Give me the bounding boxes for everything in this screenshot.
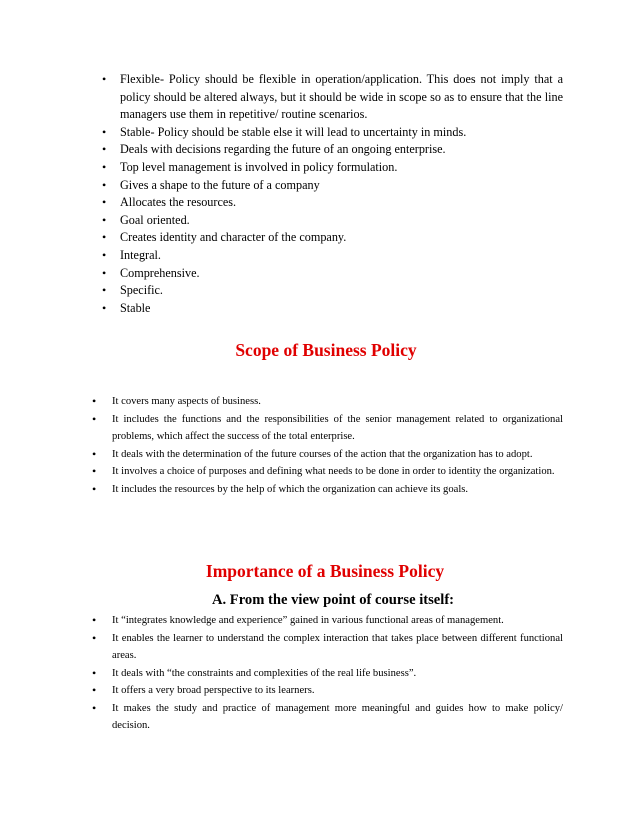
scope-heading: Scope of Business Policy — [235, 340, 417, 360]
bullet-icon: • — [102, 300, 107, 315]
bullet-icon: • — [102, 159, 107, 174]
bullet-icon: • — [102, 195, 107, 210]
list-item — [102, 265, 563, 283]
list-item-text: Allocates the resources. — [120, 195, 237, 210]
list-item-text: Stable- Policy should be stable else it will lead to uncertainty in minds. — [120, 124, 467, 139]
scope-list — [92, 393, 563, 498]
importance-list — [92, 612, 563, 735]
list-item — [102, 229, 563, 247]
bullet-icon: • — [92, 665, 97, 680]
bullet-icon: • — [92, 446, 97, 461]
list-item — [92, 446, 563, 464]
bullet-icon: • — [92, 411, 97, 426]
list-item-text: It deals with the determination of the future courses of the action that the organization has to adopt. — [112, 448, 533, 460]
list-item — [102, 141, 563, 159]
list-item-text: Comprehensive. — [120, 265, 200, 280]
list-item-text: Stable — [120, 300, 151, 315]
list-item-text: It includes the functions and the responsibilities of the senior management related to organizational problems, which affect the success of the total enterprise. — [112, 413, 563, 442]
policy-characteristics-list — [102, 71, 563, 317]
importance-subheading: A. From the view point of course itself: — [211, 592, 455, 608]
list-item-text: It includes the resources by the help of which the organization can achieve its goals. — [112, 483, 469, 495]
list-item-text: It offers a very broad perspective to its learners. — [112, 685, 315, 696]
importance-heading: Importance of a Business Policy — [205, 561, 445, 581]
list-item-text: It involves a choice of purposes and defining what needs to be done in order to identity the organization. — [112, 466, 555, 477]
bullet-icon: • — [102, 265, 107, 280]
bullet-icon: • — [92, 683, 97, 697]
list-item — [102, 177, 563, 195]
list-item — [92, 612, 563, 630]
list-item — [102, 212, 563, 230]
list-item-text: Gives a shape to the future of a company — [120, 177, 320, 192]
list-item-text: It “integrates knowledge and experience” gained in various functional areas of management. — [112, 615, 504, 626]
bullet-icon: • — [102, 72, 107, 86]
list-item — [92, 700, 563, 735]
bullet-icon: • — [92, 700, 97, 715]
list-item — [92, 393, 563, 411]
bullet-icon: • — [92, 464, 97, 478]
list-item — [92, 682, 563, 700]
bullet-icon: • — [102, 142, 107, 157]
bullet-icon: • — [102, 247, 107, 262]
list-item-text: Flexible- Policy should be flexible in operation/application. This does not imply that a policy should be altered always, but it should be wide in scope so as to ensure that the line managers use them in repetitive/ routine scenarios. — [120, 72, 563, 122]
list-item — [102, 194, 563, 212]
bullet-icon: • — [92, 613, 97, 627]
list-item-text: Top level management is involved in policy formulation. — [120, 159, 398, 174]
list-item — [102, 124, 563, 142]
bullet-icon: • — [102, 124, 107, 139]
list-item-text: It enables the learner to understand the complex interaction that takes place between different functional areas. — [112, 632, 563, 661]
list-item — [92, 411, 563, 446]
bullet-icon: • — [92, 481, 97, 496]
list-item-text: Creates identity and character of the company. — [120, 230, 347, 245]
bullet-icon: • — [102, 230, 107, 245]
list-item — [102, 247, 563, 265]
bullet-icon: • — [102, 212, 107, 227]
list-item-text: Goal oriented. — [120, 212, 190, 227]
list-item — [92, 463, 563, 481]
list-item-text: Specific. — [120, 283, 163, 298]
list-item — [102, 71, 563, 124]
list-item-text: It makes the study and practice of management more meaningful and guides how to make policy/ decision. — [112, 702, 563, 731]
list-item — [92, 481, 563, 499]
list-item — [102, 159, 563, 177]
bullet-icon: • — [102, 283, 107, 298]
list-item-text: Integral. — [120, 247, 161, 262]
bullet-icon: • — [92, 630, 97, 645]
bullet-icon: • — [102, 177, 107, 192]
list-item — [102, 282, 563, 300]
list-item — [92, 665, 563, 683]
bullet-icon: • — [92, 394, 97, 408]
list-item-text: It deals with “the constraints and complexities of the real life business”. — [112, 667, 417, 679]
list-item — [92, 630, 563, 665]
list-item-text: Deals with decisions regarding the future of an ongoing enterprise. — [120, 142, 446, 157]
list-item-text: It covers many aspects of business. — [112, 396, 261, 407]
list-item — [102, 300, 563, 318]
